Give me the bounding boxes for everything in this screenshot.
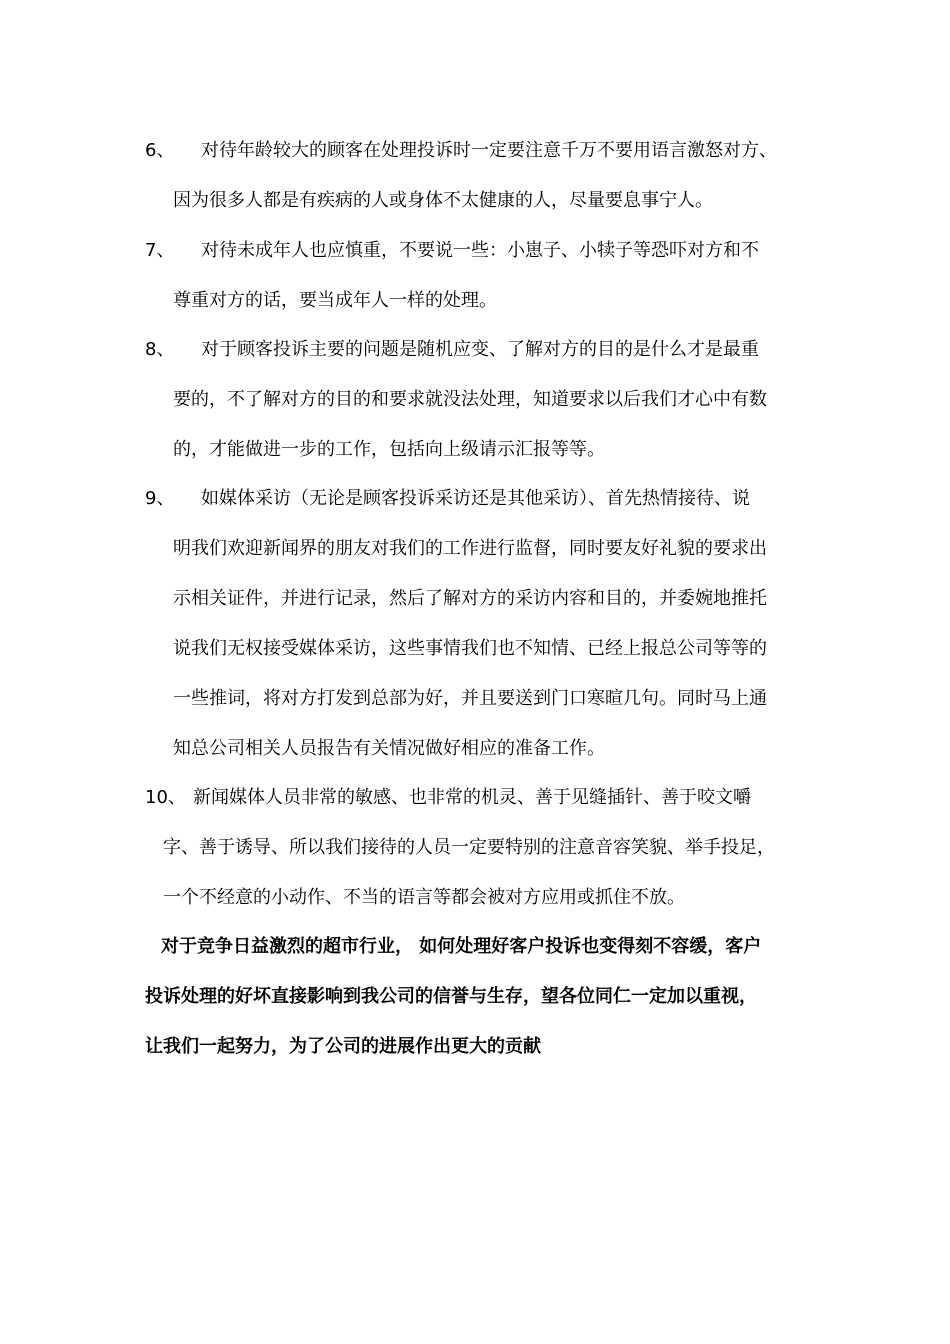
list-item-8 xyxy=(145,325,825,475)
item-text-line: 一些推词，将对方打发到总部为好，并且要送到门口寒暄几句。同时马上通 xyxy=(173,688,767,709)
item-text-line: 的，才能做进一步的工作，包括向上级请示汇报等等。 xyxy=(173,439,605,460)
closing-text-line: 让我们一起努力，为了公司的进展作出更大的贡献 xyxy=(145,1036,541,1057)
item-number: 10、 xyxy=(145,787,186,808)
closing-text-line: 投诉处理的好坏直接影响到我公司的信誉与生存，望各位同仁一定加以重视， xyxy=(145,986,757,1007)
item-text-line: 尊重对方的话，要当成年人一样的处理。 xyxy=(173,290,497,311)
item-number: 8、 xyxy=(145,339,175,360)
closing-text-line: 对于竞争日益激烈的超市行业， 如何处理好客户投诉也变得刻不容缓，客户 xyxy=(161,936,762,957)
list-item-10 xyxy=(145,773,825,923)
item-text-line: 字、善于诱导、所以我们接待的人员一定要特别的注意音容笑貌、举手投足， xyxy=(163,837,775,858)
closing-paragraph xyxy=(145,922,825,1072)
list-item-7 xyxy=(145,226,825,326)
list-item-9 xyxy=(145,474,825,774)
item-text-line: 一个不经意的小动作、不当的语言等都会被对方应用或抓住不放。 xyxy=(163,887,685,908)
item-text-line: 说我们无权接受媒体采访，这些事情我们也不知情、已经上报总公司等等的 xyxy=(173,638,767,659)
item-text-line: 新闻媒体人员非常的敏感、也非常的机灵、善于见缝插针、善于咬文嚼 xyxy=(193,787,751,808)
item-text-line: 如媒体采访（无论是顾客投诉采访还是其他采访）、首先热情接待、说 xyxy=(201,488,750,509)
item-text-line: 因为很多人都是有疾病的人或身体不太健康的人，尽量要息事宁人。 xyxy=(173,190,713,211)
item-text-line: 要的，不了解对方的目的和要求就没法处理，知道要求以后我们才心中有数 xyxy=(173,389,767,410)
item-text-line: 对待未成年人也应慎重，不要说一些：小崽子、小犊子等恐吓对方和不 xyxy=(201,240,759,261)
item-text-line: 示相关证件，并进行记录，然后了解对方的采访内容和目的，并委婉地推托 xyxy=(173,588,767,609)
list-item-6 xyxy=(145,126,825,226)
item-number: 9、 xyxy=(145,488,175,509)
item-number: 6、 xyxy=(145,140,175,161)
item-text-line: 对待年龄较大的顾客在处理投诉时一定要注意千万不要用语言激怒对方、 xyxy=(201,140,777,161)
item-text-line: 知总公司相关人员报告有关情况做好相应的准备工作。 xyxy=(173,738,605,759)
item-text-line: 明我们欢迎新闻界的朋友对我们的工作进行监督，同时要友好礼貌的要求出 xyxy=(173,538,767,559)
item-number: 7、 xyxy=(145,240,175,261)
item-text-line: 对于顾客投诉主要的问题是随机应变、了解对方的目的是什么才是最重 xyxy=(201,339,759,360)
